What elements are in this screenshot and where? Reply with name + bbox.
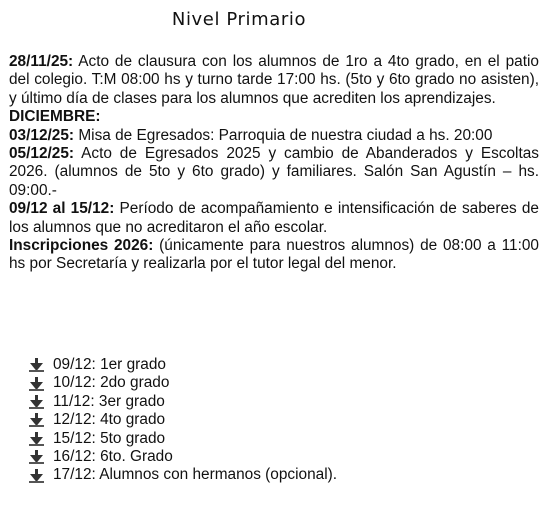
page-title: Nivel Primario	[171, 9, 307, 30]
event-paragraph-28-11	[9, 53, 539, 108]
list-item-text: 10/12: 2do grado	[53, 374, 170, 392]
event-paragraph-05-12	[9, 145, 539, 200]
list-item-text: 11/12: 3er grado	[53, 392, 165, 410]
event-date: Inscripciones 2026:	[9, 237, 154, 255]
event-text: Acto de clausura con los alumnos de 1ro a 4to grado, en el patio del colegio. T:M 08:00 hs y turno tarde 17:00 hs. (5to y 6to grado no asisten), y último día de clases para los alumnos que acrediten los aprendizajes.	[9, 53, 539, 107]
announcement-body	[9, 53, 539, 274]
event-paragraph-03-12	[9, 127, 539, 145]
list-item-text: 09/12: 1er grado	[53, 356, 166, 373]
list-item-text: 12/12: 4to grado	[53, 411, 166, 429]
list-item	[29, 356, 337, 374]
event-text: Misa de Egresados: Parroquia de nuestra ciudad a hs. 20:00	[74, 126, 493, 144]
list-item-text: 17/12: Alumnos con hermanos (opcional).	[53, 466, 338, 484]
registration-schedule-list	[29, 356, 337, 485]
event-date: 28/11/25:	[9, 53, 74, 70]
down-arrow-bullet-icon	[29, 432, 45, 446]
down-arrow-bullet-icon	[29, 358, 45, 372]
event-paragraph-inscripciones	[9, 237, 539, 274]
list-item	[29, 374, 337, 392]
section-heading-december: DICIEMBRE:	[9, 108, 101, 126]
list-item-text: 15/12: 5to grado	[53, 429, 166, 447]
list-item	[29, 393, 337, 411]
event-date: 09/12 al 15/12:	[9, 200, 115, 218]
list-item	[29, 411, 337, 429]
event-text: Acto de Egresados 2025 y cambio de Abanderados y Escoltas 2026. (alumnos de 5to y 6to grado) y familiares. Salón San Agustín – hs. 09:00.-	[9, 145, 539, 199]
list-item	[29, 466, 337, 484]
down-arrow-bullet-icon	[29, 413, 45, 427]
down-arrow-bullet-icon	[29, 450, 45, 464]
event-date: 03/12/25:	[9, 126, 75, 144]
list-item	[29, 448, 337, 466]
event-date: 05/12/25:	[9, 145, 75, 163]
down-arrow-bullet-icon	[29, 469, 45, 483]
event-text: (únicamente para nuestros alumnos) de 08:00 a 11:00 hs por Secretaría y realizarla por el tutor legal del menor.	[9, 237, 539, 273]
event-paragraph-09-12	[9, 200, 539, 237]
list-item	[29, 430, 337, 448]
list-item-text: 16/12: 6to. Grado	[53, 447, 173, 465]
event-text: Período de acompañamiento e intensificación de saberes de los alumnos que no acreditaron el año escolar.	[9, 200, 539, 236]
down-arrow-bullet-icon	[29, 377, 45, 391]
down-arrow-bullet-icon	[29, 395, 45, 409]
